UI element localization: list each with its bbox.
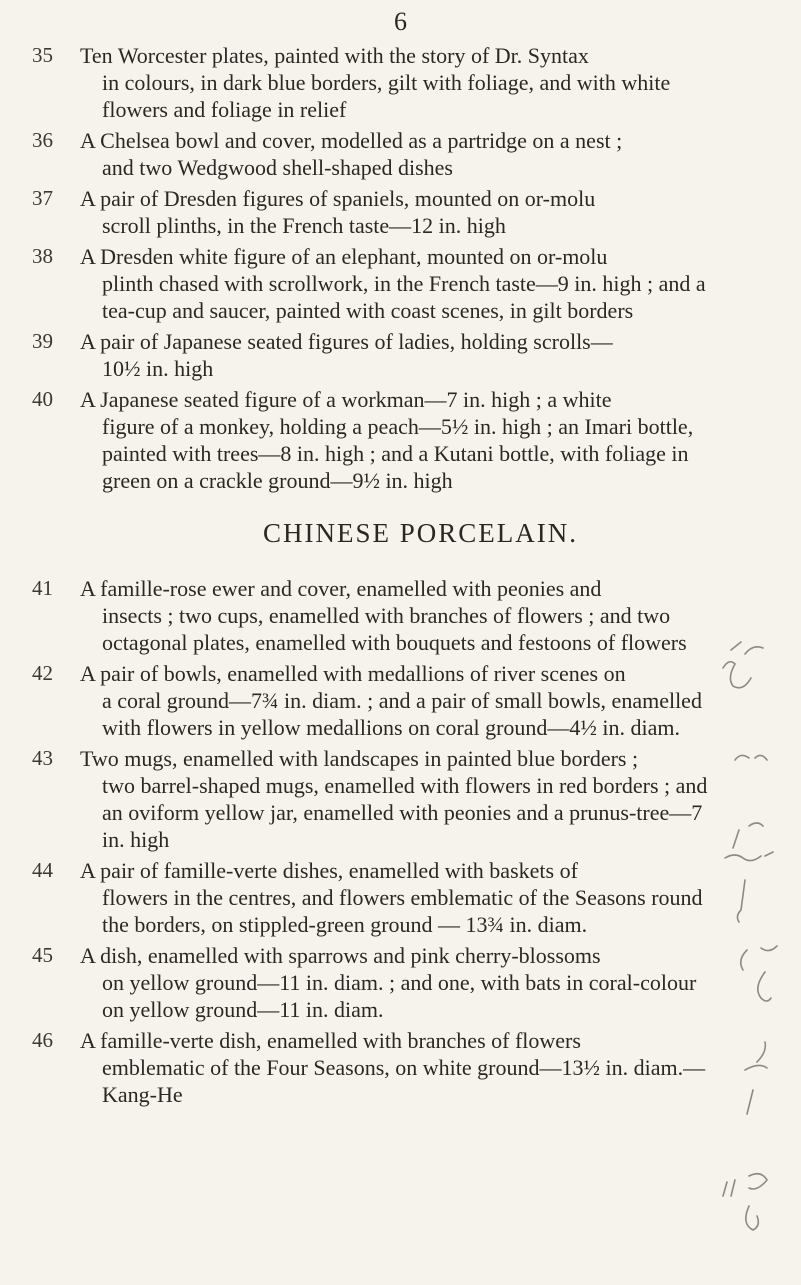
lot-number: 37: [32, 186, 53, 210]
lot-entry: [0, 1027, 801, 1108]
lot-entry: [0, 328, 801, 382]
lot-description-first-line: A famille-verte dish, enamelled with branches of flowers: [80, 1028, 581, 1053]
lot-number: 44: [32, 858, 53, 882]
lot-description: [80, 575, 720, 656]
lot-number: 42: [32, 661, 53, 685]
lot-entry: [0, 127, 801, 181]
lot-description-first-line: A Dresden white figure of an elephant, mounted on or-molu: [80, 244, 608, 269]
lot-entry: [0, 185, 801, 239]
lot-description: [80, 328, 720, 382]
lot-description: [80, 127, 720, 181]
lot-description: [80, 1027, 720, 1108]
catalogue-lots: [0, 42, 801, 1112]
lot-number: 36: [32, 128, 53, 152]
lot-entry: [0, 660, 801, 741]
lot-description-first-line: A pair of famille-verte dishes, enamelled with baskets of: [80, 858, 578, 883]
lot-description: [80, 243, 720, 324]
lot-description-first-line: A famille-rose ewer and cover, enamelled with peonies and: [80, 576, 602, 601]
lot-description-first-line: A dish, enamelled with sparrows and pink cherry-blossoms: [80, 943, 601, 968]
lot-description-first-line: Ten Worcester plates, painted with the story of Dr. Syntax: [80, 43, 589, 68]
page-number: 6: [394, 7, 407, 36]
lot-description: [80, 857, 720, 938]
lot-description: [80, 745, 720, 853]
lot-description-continuation: in colours, in dark blue borders, gilt with foliage, and with white flowers and foliage in relief: [102, 70, 671, 122]
lot-description-continuation: and two Wedgwood shell-shaped dishes: [102, 155, 453, 180]
lot-number: 46: [32, 1028, 53, 1052]
lot-description-continuation: on yellow ground—11 in. diam. ; and one, with bats in coral-colour on yellow ground—11 in. diam.: [102, 970, 697, 1022]
lot-entry: [0, 575, 801, 656]
lots-group-1: [0, 42, 801, 494]
lot-description-continuation: two barrel-shaped mugs, enamelled with flowers in red borders ; and an oviform yellow jar, enamelled with peonies and a prunus-tree—7 in. high: [102, 773, 708, 852]
lot-number: 45: [32, 943, 53, 967]
lot-number: 39: [32, 329, 53, 353]
lot-number: 38: [32, 244, 53, 268]
lot-entry: [0, 942, 801, 1023]
lot-description-continuation: 10½ in. high: [102, 356, 214, 381]
lot-description-continuation: figure of a monkey, holding a peach—5½ in. high ; an Imari bottle, painted with trees—8 in. high ; and a Kutani bottle, with foliage in green on a crackle ground—9½ in. high: [102, 414, 694, 493]
lot-entry: [0, 243, 801, 324]
lot-entry: [0, 745, 801, 853]
lot-description-first-line: A pair of Japanese seated figures of ladies, holding scrolls—: [80, 329, 613, 354]
lot-description-continuation: a coral ground—7¾ in. diam. ; and a pair of small bowls, enamelled with flowers in yellow medallions on coral ground—4½ in. diam.: [102, 688, 702, 740]
lot-number: 41: [32, 576, 53, 600]
lot-description-first-line: A Chelsea bowl and cover, modelled as a partridge on a nest ;: [80, 128, 623, 153]
lot-description-continuation: scroll plinths, in the French taste—12 in. high: [102, 213, 506, 238]
lot-description-first-line: A pair of Dresden figures of spaniels, mounted on or-molu: [80, 186, 596, 211]
lot-number: 40: [32, 387, 53, 411]
section-heading: CHINESE PORCELAIN.: [262, 518, 578, 548]
lot-number: 43: [32, 746, 53, 770]
lot-description: [80, 42, 720, 123]
lot-number: 35: [32, 43, 53, 67]
lot-description-continuation: plinth chased with scrollwork, in the French taste—9 in. high ; and a tea-cup and saucer, painted with coast scenes, in gilt borders: [102, 271, 706, 323]
lot-description-first-line: A pair of bowls, enamelled with medallions of river scenes on: [80, 661, 626, 686]
lot-description: [80, 386, 720, 494]
lot-description-continuation: flowers in the centres, and flowers emblematic of the Seasons round the borders, on stippled-green ground — 13¾ in. diam.: [102, 885, 703, 937]
lot-description: [80, 185, 720, 239]
lot-description-first-line: A Japanese seated figure of a workman—7 in. high ; a white: [80, 387, 612, 412]
lot-entry: [0, 386, 801, 494]
lot-entry: [0, 857, 801, 938]
lots-group-2: [0, 575, 801, 1108]
lot-entry: [0, 42, 801, 123]
lot-description: [80, 942, 720, 1023]
lot-description-continuation: insects ; two cups, enamelled with branches of flowers ; and two octagonal plates, enamelled with bouquets and festoons of flowers: [102, 603, 687, 655]
lot-description-first-line: Two mugs, enamelled with landscapes in painted blue borders ;: [80, 746, 639, 771]
lot-description-continuation: emblematic of the Four Seasons, on white ground—13½ in. diam.—Kang-He: [102, 1055, 706, 1107]
lot-description: [80, 660, 720, 741]
